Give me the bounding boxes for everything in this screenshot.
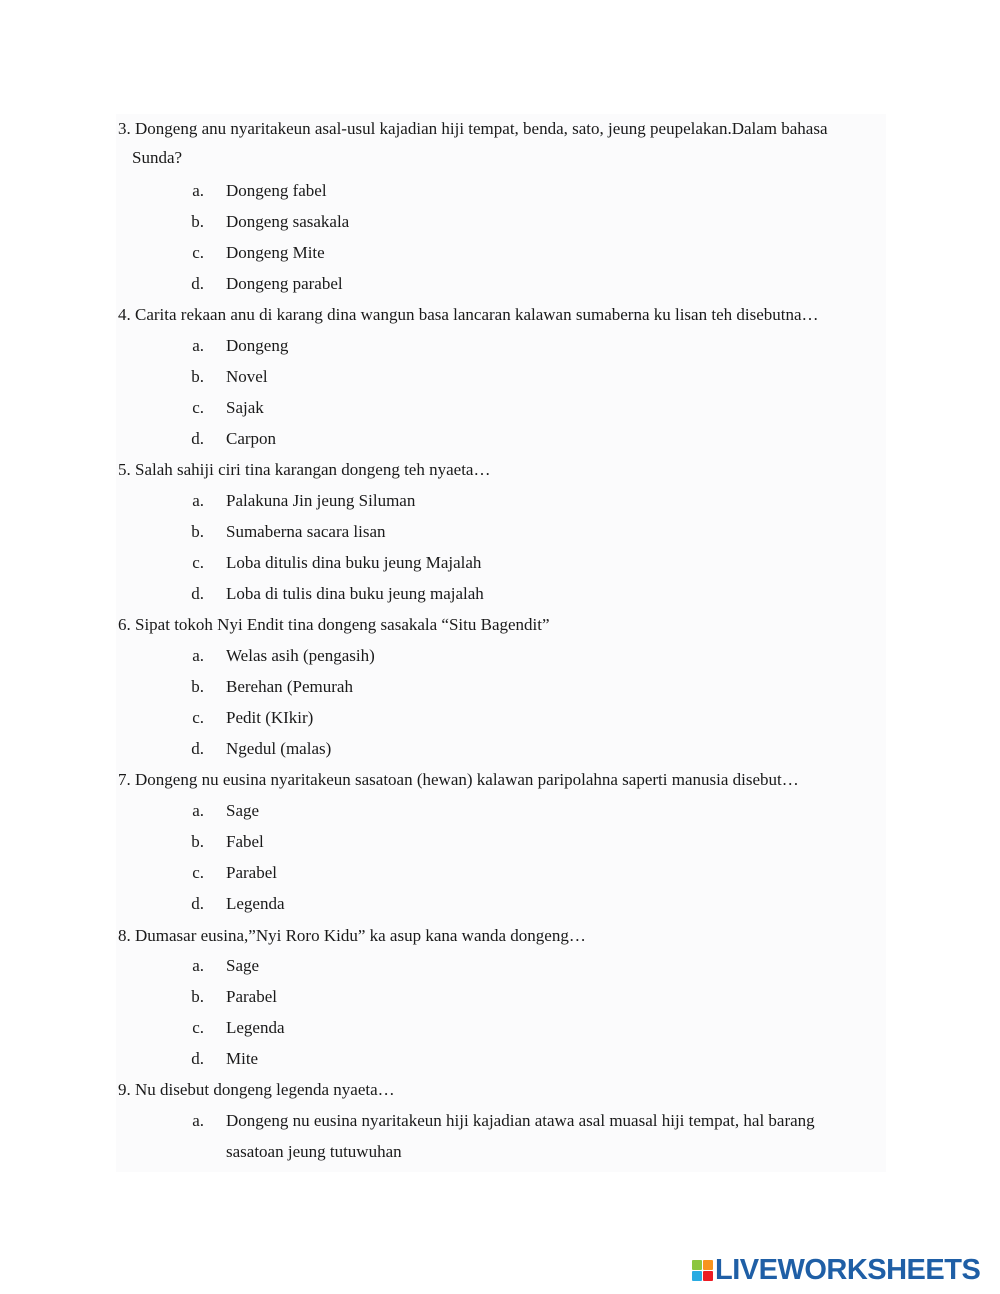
question-text: 6. Sipat tokoh Nyi Endit tina dongeng sasakala “Situ Bagendit” (118, 615, 550, 634)
option-text: Ngedul (malas) (226, 739, 332, 758)
option-letter: d. (191, 894, 204, 913)
logo-text: LIVEWORKSHEETS (715, 1253, 981, 1286)
option-text: Legenda (226, 894, 285, 913)
option-text: Palakuna Jin jeung Siluman (226, 491, 416, 510)
option-letter: d. (191, 739, 204, 758)
option-text: Dongeng parabel (226, 274, 343, 293)
question-3 (118, 119, 878, 168)
option-letter: d. (191, 584, 204, 603)
option-text: Dongeng (226, 336, 289, 355)
option-letter: b. (191, 212, 204, 231)
option-text: Loba ditulis dina buku jeung Majalah (226, 553, 482, 572)
option-letter: a. (192, 181, 204, 200)
option-letter: c. (192, 243, 204, 262)
option-text: Carpon (226, 429, 277, 448)
option-text: Novel (226, 367, 268, 386)
option-letter: d. (191, 1049, 204, 1068)
option-text: Mite (226, 1049, 259, 1068)
option-letter: a. (192, 336, 204, 355)
logo-tile-red (703, 1271, 713, 1281)
option-letter: c. (192, 553, 204, 572)
option-text: Dongeng sasakala (226, 212, 350, 231)
worksheet-body (116, 114, 886, 1172)
option-text: Sajak (226, 398, 264, 417)
option-text: Sage (226, 801, 260, 820)
option-text: Loba di tulis dina buku jeung majalah (226, 584, 484, 603)
option-text: Fabel (226, 832, 264, 851)
option-text: Sumaberna sacara lisan (226, 522, 386, 541)
question-5 (118, 460, 490, 480)
option-letter: d. (191, 429, 204, 448)
logo-tile-blue (692, 1271, 702, 1281)
option-letter: a. (192, 646, 204, 665)
option-letter: b. (191, 832, 204, 851)
option-letter: d. (191, 274, 204, 293)
question-text: 9. Nu disebut dongeng legenda nyaeta… (118, 1080, 395, 1099)
question-text: 5. Salah sahiji ciri tina karangan dongeng teh nyaeta… (118, 460, 491, 479)
question-text: 8. Dumasar eusina,”Nyi Roro Kidu” ka asup kana wanda dongeng… (118, 926, 586, 945)
option-text: Parabel (226, 987, 277, 1006)
option-letter: b. (191, 522, 204, 541)
option-letter: a. (192, 801, 204, 820)
logo-tile-green (692, 1260, 702, 1270)
option-letter: b. (191, 677, 204, 696)
option-text: Legenda (226, 1018, 285, 1037)
question-6 (118, 615, 550, 635)
logo-tile-orange (703, 1260, 713, 1270)
option-letter: c. (192, 708, 204, 727)
option-text: Sage (226, 956, 260, 975)
option-text: Berehan (Pemurah (226, 677, 353, 696)
option-letter: c. (192, 1018, 204, 1037)
question-8 (118, 926, 586, 946)
question-text: 4. Carita rekaan anu di karang dina wangun basa lancaran kalawan sumaberna ku lisan teh disebutna… (118, 305, 819, 324)
option-text: Dongeng Mite (226, 243, 325, 262)
option-text: Parabel (226, 863, 277, 882)
option-letter: a. (192, 1111, 204, 1130)
option-letter: c. (192, 398, 204, 417)
question-4 (118, 305, 819, 325)
liveworksheets-logo[interactable] (692, 1255, 980, 1285)
option-letter: a. (192, 491, 204, 510)
question-9 (118, 1080, 395, 1100)
question-text: 3. Dongeng anu nyaritakeun asal-usul kajadian hiji tempat, benda, sato, jeung peupelakan.Dalam bahasa (118, 119, 828, 138)
option-letter: a. (192, 956, 204, 975)
question-7 (118, 770, 799, 790)
question-text-continued: Sunda? (132, 148, 183, 167)
option-letter: c. (192, 863, 204, 882)
liveworksheets-logo-icon (692, 1260, 713, 1281)
option-text: Pedit (KIkir) (226, 708, 314, 727)
option-text: Welas asih (pengasih) (226, 646, 375, 665)
option-letter: b. (191, 987, 204, 1006)
option-text: Dongeng nu eusina nyaritakeun hiji kajadian atawa asal muasal hiji tempat, hal barang sasatoan jeung tutuwuhan (226, 1111, 815, 1161)
option-letter: b. (191, 367, 204, 386)
question-text: 7. Dongeng nu eusina nyaritakeun sasatoan (hewan) kalawan paripolahna saperti manusia disebut… (118, 770, 799, 789)
option-text: Dongeng fabel (226, 181, 327, 200)
